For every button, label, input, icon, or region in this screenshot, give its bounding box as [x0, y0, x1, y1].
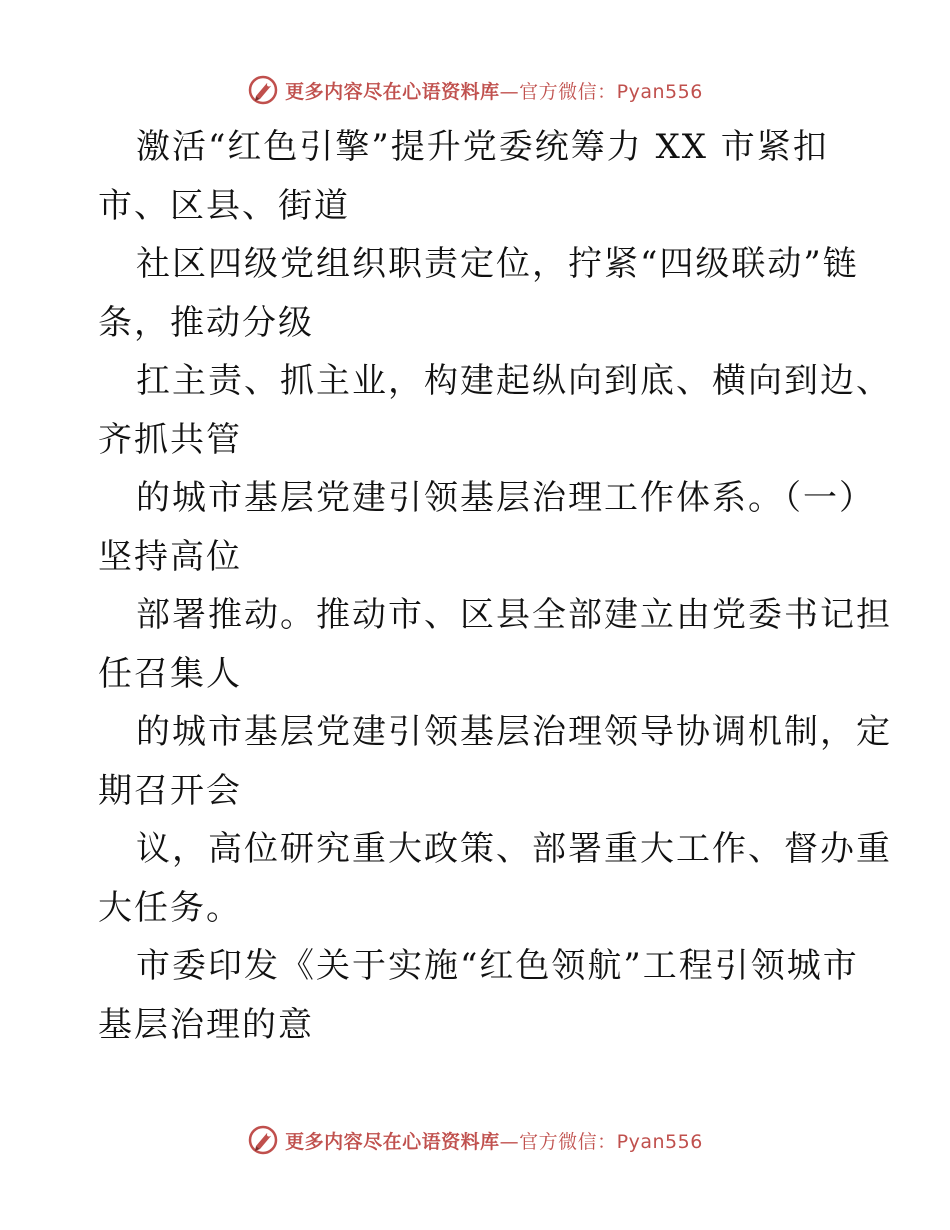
body-line: 社区四级党组织职责定位，拧紧“四级联动”链: [136, 244, 859, 284]
body-line: 条，推动分级: [98, 302, 314, 343]
pen-circle-logo-icon: [247, 1124, 279, 1156]
body-line: 任召集人: [98, 653, 242, 694]
body-line: 市委印发《关于实施“红色领航”工程引领城市: [136, 946, 859, 986]
footer-watermark-banner: [0, 1120, 950, 1160]
body-line: 部署推动。推动市、区县全部建立由党委书记担: [136, 595, 892, 635]
pen-circle-logo-icon: [247, 74, 279, 106]
body-line: 的城市基层党建引领基层治理领导协调机制，定: [136, 712, 892, 752]
body-line: 激活“红色引擎”提升党委统筹力 XX 市紧扣: [136, 127, 829, 167]
banner-brand: 更多内容尽在心语资料库: [285, 80, 500, 103]
body-line: 议，高位研究重大政策、部署重大工作、督办重: [136, 829, 892, 869]
body-line: 大任务。: [98, 887, 242, 928]
body-line: 坚持高位: [98, 536, 242, 577]
header-watermark-banner: [0, 70, 950, 110]
banner-wechat: 官方微信：Pyan556: [519, 1130, 703, 1153]
banner-brand: 更多内容尽在心语资料库: [285, 1130, 500, 1153]
banner-wechat: 官方微信：Pyan556: [519, 80, 703, 103]
body-line: 扛主责、抓主业，构建起纵向到底、横向到边、: [136, 361, 892, 401]
banner-text: [285, 77, 703, 104]
document-body: [98, 118, 892, 1054]
banner-separator: —: [499, 1130, 520, 1153]
body-line: 市、区县、街道: [98, 185, 350, 226]
banner-separator: —: [499, 80, 520, 103]
body-line: 基层治理的意: [98, 1004, 314, 1045]
body-line: 期召开会: [98, 770, 242, 811]
body-line: 的城市基层党建引领基层治理工作体系。（一）: [136, 478, 875, 518]
banner-text: [285, 1127, 703, 1154]
body-line: 齐抓共管: [98, 419, 242, 460]
